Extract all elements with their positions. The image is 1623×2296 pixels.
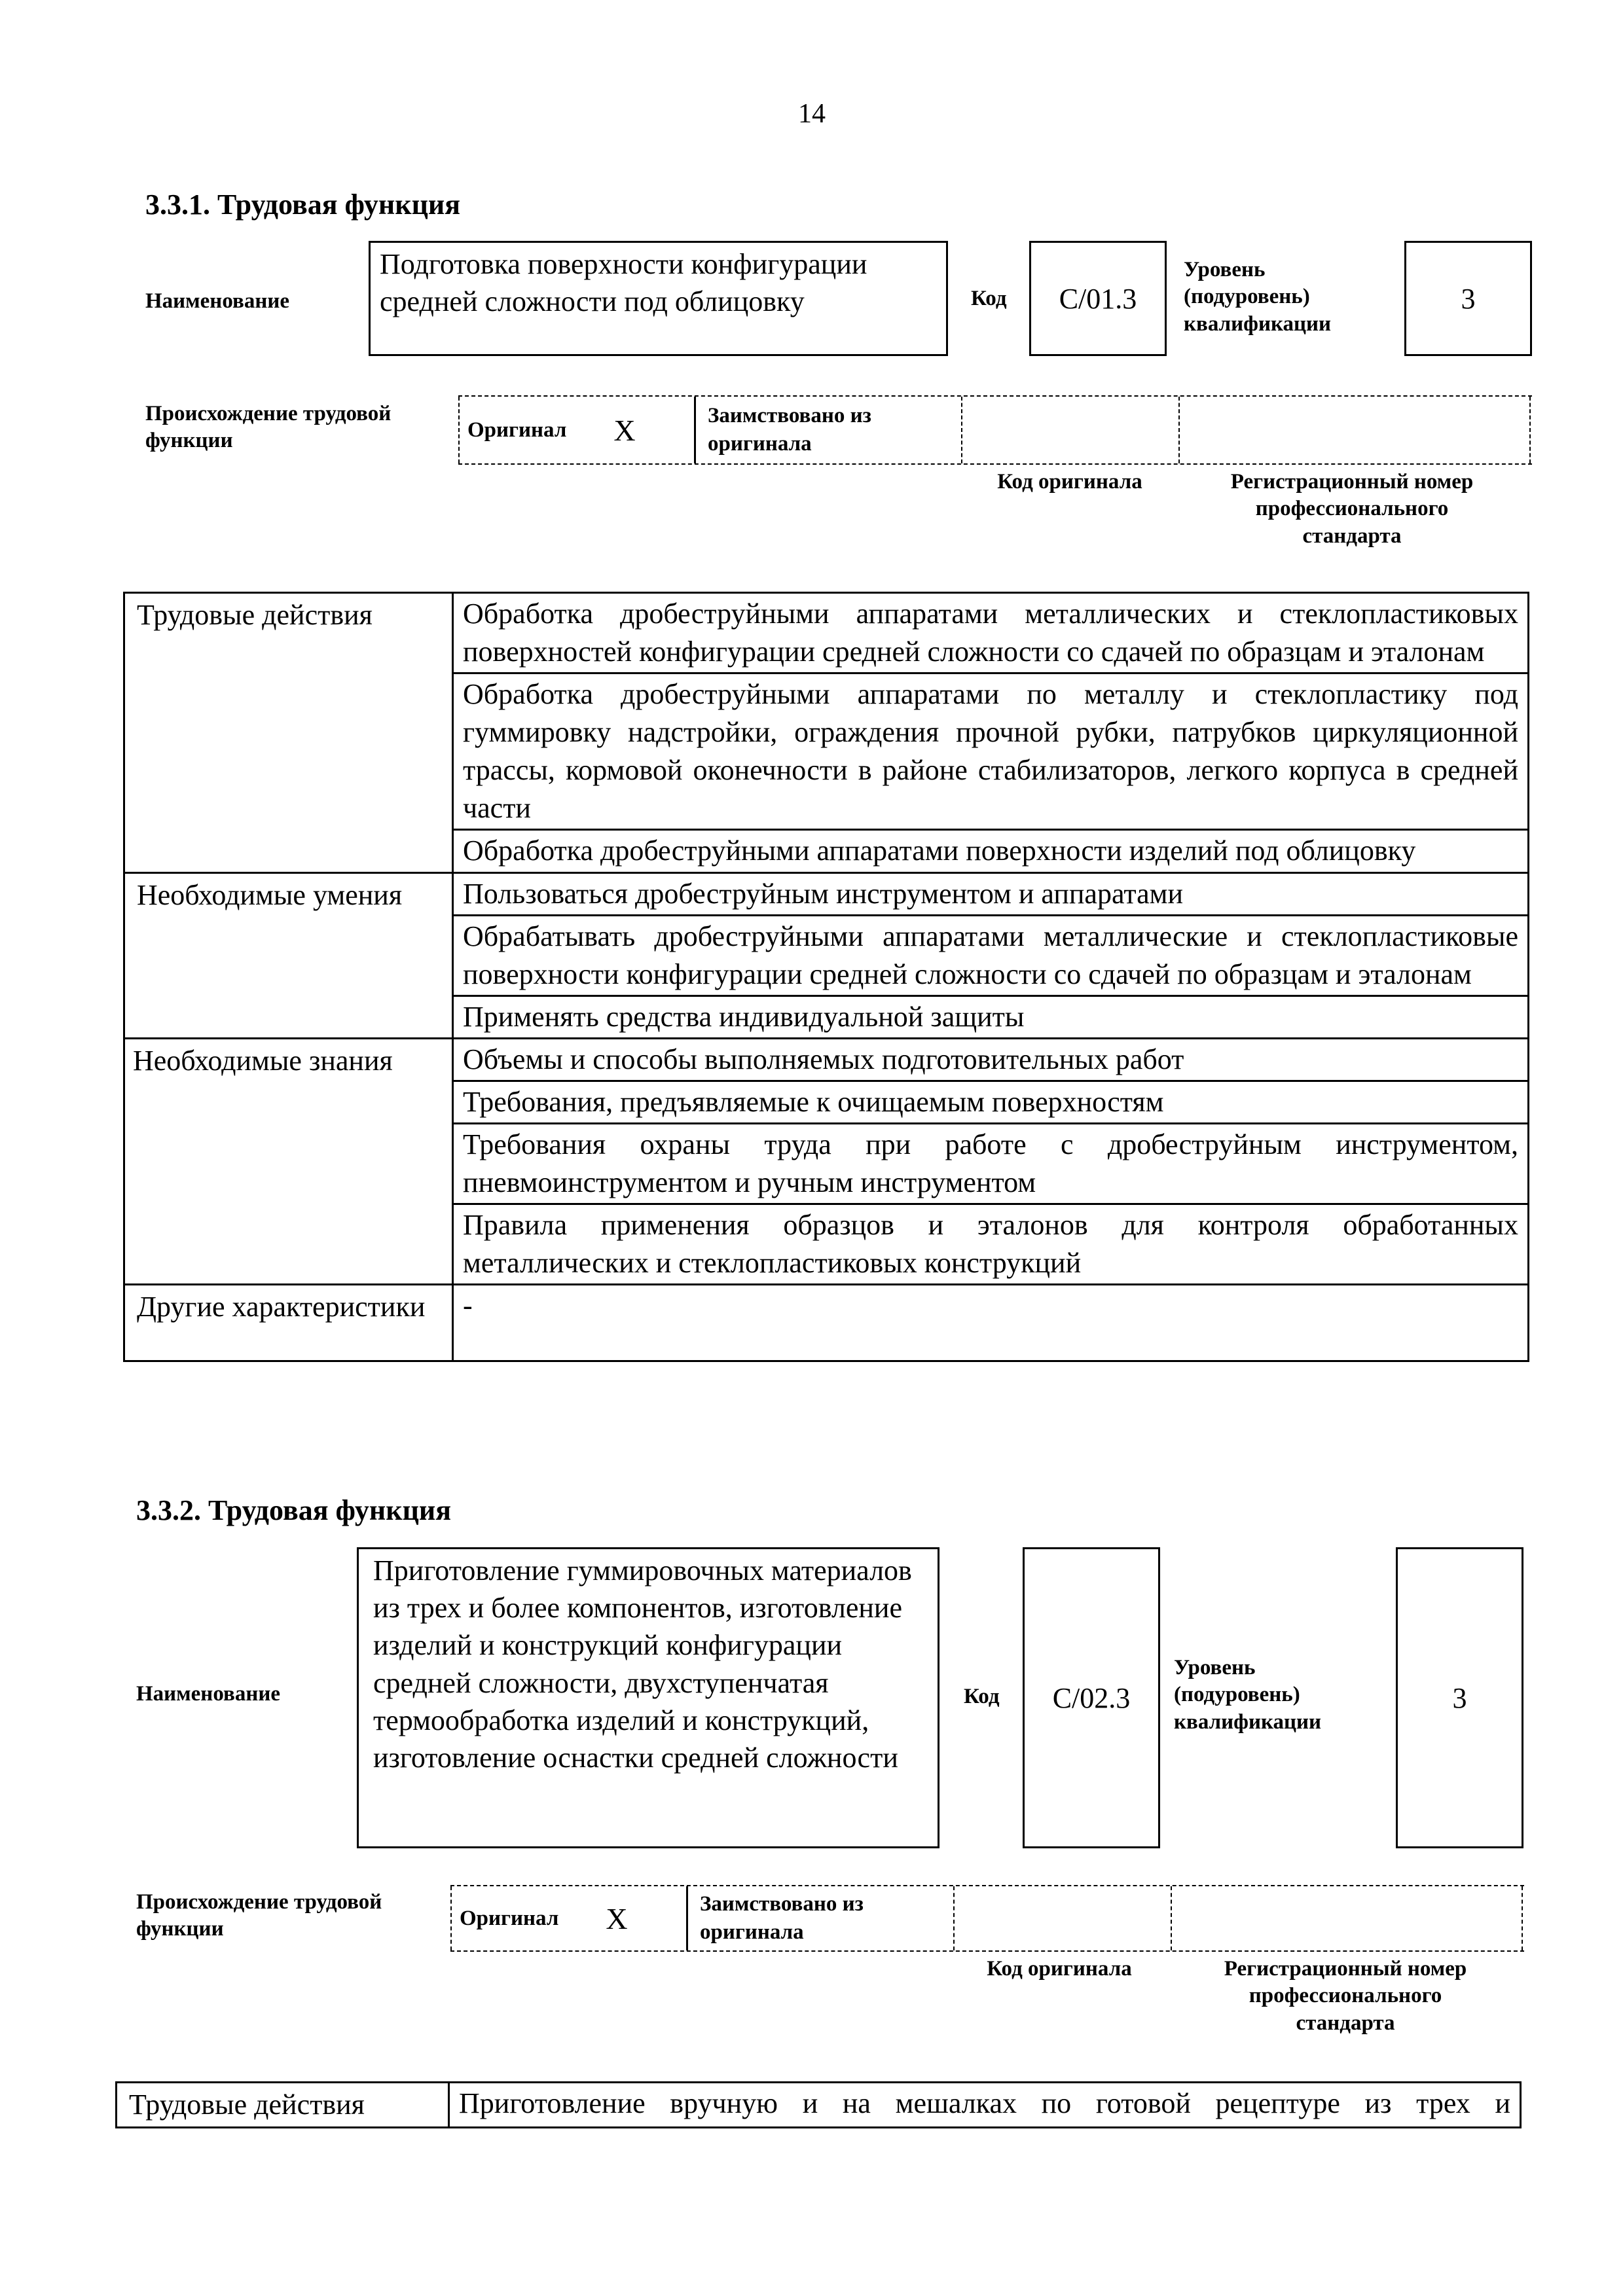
origin-label-2: Происхождение трудовой функции: [136, 1890, 382, 1941]
code-original-cell-2: [953, 1886, 1171, 1950]
function-table-1: [123, 592, 1529, 1362]
table-cell: Применять средства индивидуальной защиты: [453, 996, 1529, 1038]
section-heading-2: 3.3.2. Трудовая функция: [136, 1494, 452, 1526]
row-label: Другие характеристики: [124, 1285, 453, 1361]
name-label-1: Наименование: [145, 289, 289, 313]
row-label: Трудовые действия: [124, 593, 453, 873]
row-label: Необходимые умения: [124, 872, 453, 1038]
original-mark-1: X: [613, 413, 636, 447]
table-cell: Требования, предъявляемые к очищаемым поверхностям: [453, 1081, 1529, 1123]
original-label-1: Оригинал: [467, 418, 567, 442]
borrowed-label-1: Заимствовано из оригинала: [708, 404, 871, 456]
row-label: Необходимые знания: [124, 1038, 453, 1284]
table-cell: Правила применения образцов и эталонов для контроля обработанных металлических и стеклопластиковых конструкций: [453, 1204, 1529, 1285]
original-label-2: Оригинал: [460, 1906, 559, 1930]
name-value-2: Приготовление гуммировочных материалов из трех и более компонентов, изготовление изделий и конструкций конфигурации средней сложности, двухступенчатая термообработка изделий и конструкций, изготовление оснастки средней сложности: [357, 1547, 939, 1848]
reg-number-cell-2: [1171, 1886, 1523, 1950]
table-cell: -: [453, 1285, 1529, 1361]
table-cell: Объемы и способы выполняемых подготовительных работ: [453, 1038, 1529, 1081]
code-original-caption-1: Код оригинала: [997, 470, 1142, 493]
code-label-1: Код: [971, 287, 1007, 310]
origin-row-2: [450, 1885, 1524, 1952]
borrowed-cell-1: [694, 397, 961, 463]
level-label-2: Уровень (подуровень) квалификации: [1174, 1656, 1322, 1734]
table-cell: Требования охраны труда при работе с дробеструйным инструментом, пневмоинструментом и ручным инструментом: [453, 1124, 1529, 1204]
origin-row-1: [458, 395, 1532, 465]
table-row: [124, 1038, 1529, 1081]
original-mark-2: X: [606, 1901, 628, 1935]
page-number: 14: [798, 99, 826, 129]
table-row: [124, 1285, 1529, 1361]
code-original-caption-2: Код оригинала: [987, 1957, 1132, 1981]
name-label-2: Наименование: [136, 1682, 280, 1706]
level-value-1: 3: [1404, 241, 1532, 356]
original-cell-2: [450, 1886, 686, 1950]
table-row: [117, 2083, 1521, 2128]
level-value-2: 3: [1396, 1547, 1523, 1848]
reg-number-caption-2: Регистрационный номер профессионального стандарта: [1224, 1957, 1467, 2035]
section-heading-1: 3.3.1. Трудовая функция: [145, 188, 461, 221]
borrowed-label-2: Заимствовано из оригинала: [700, 1892, 864, 1944]
borrowed-cell-2: [686, 1886, 953, 1950]
table-cell: Пользоваться дробеструйным инструментом и аппаратами: [453, 872, 1529, 915]
table-cell: Обработка дробеструйными аппаратами по металлу и стеклопластику под гуммировку надстройки, ограждения прочной рубки, патрубков циркуляционной трассы, кормовой оконечности в районе стабилизаторов, легкого корпуса в средней части: [453, 673, 1529, 830]
row-label: Трудовые действия: [117, 2083, 449, 2128]
table-cell: Обработка дробеструйными аппаратами металлических и стеклопластиковых поверхностей конфигурации средней сложности со сдачей по образцам и эталонам: [453, 593, 1529, 673]
table-row: [124, 872, 1529, 915]
original-cell-1: [458, 397, 694, 463]
origin-label-1: Происхождение трудовой функции: [145, 402, 392, 453]
table-cell: Приготовление вручную и на мешалках по готовой рецептуре из трех и: [449, 2083, 1521, 2128]
name-value-1: Подготовка поверхности конфигурации средней сложности под облицовку: [369, 241, 948, 356]
code-value-1: C/01.3: [1029, 241, 1167, 356]
code-value-2: C/02.3: [1023, 1547, 1160, 1848]
level-label-1: Уровень (подуровень) квалификации: [1184, 258, 1332, 336]
table-cell: Обработка дробеструйными аппаратами поверхности изделий под облицовку: [453, 830, 1529, 872]
code-label-2: Код: [964, 1685, 1000, 1708]
code-original-cell-1: [961, 397, 1178, 463]
table-cell: Обрабатывать дробеструйными аппаратами металлические и стеклопластиковые поверхности конфигурации средней сложности со сдачей по образцам и эталонам: [453, 915, 1529, 996]
reg-number-cell-1: [1178, 397, 1531, 463]
table-row: [124, 593, 1529, 673]
function-table-2: [115, 2081, 1522, 2128]
reg-number-caption-1: Регистрационный номер профессионального стандарта: [1230, 470, 1474, 548]
